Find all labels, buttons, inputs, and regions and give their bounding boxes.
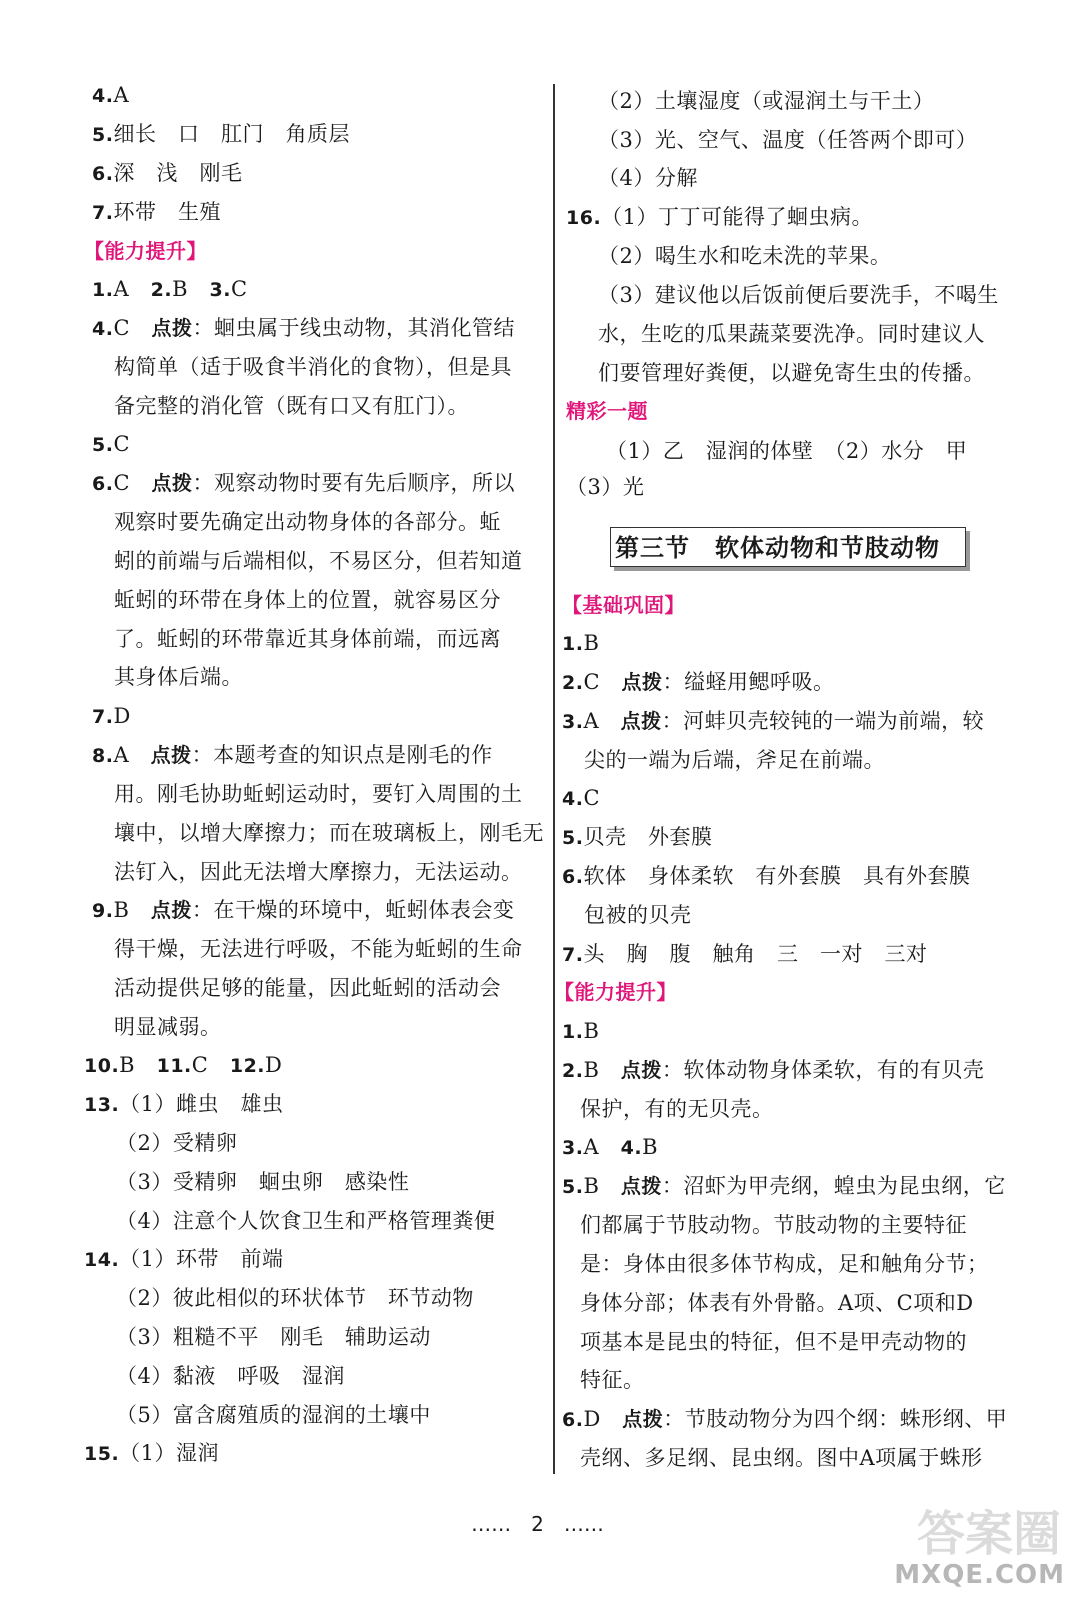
- answer-text: A: [583, 1135, 621, 1159]
- answer-line: [84, 1440, 219, 1467]
- answer-line: [92, 897, 514, 924]
- answer-text: 尖的一端为后端，斧足在前端。: [584, 748, 885, 772]
- answer-text: 们都属于节肢动物。节肢动物的主要特征: [580, 1213, 967, 1237]
- hint-text: ：软体动物身体柔软，有的有贝壳: [661, 1058, 985, 1082]
- question-number: 3.: [562, 1137, 584, 1159]
- question-number: 7.: [562, 944, 584, 966]
- answer-text: （1）丁丁可能得了蛔虫病。: [601, 205, 874, 229]
- hint-text: ：本题考查的知识点是刚毛的作: [191, 743, 493, 767]
- answer-line: [606, 438, 967, 464]
- answer-text: （3）粗糙不平 刚毛 辅助运动: [116, 1325, 431, 1349]
- answer-text: B: [113, 898, 151, 922]
- answer-text: C: [583, 670, 622, 694]
- answer-line: [114, 975, 501, 1001]
- hint-keyword: 点拨: [620, 709, 662, 733]
- question-number: 12.: [229, 1055, 266, 1077]
- section-label: [566, 398, 648, 424]
- question-number: 7.: [92, 706, 114, 728]
- question-number: 6.: [562, 1409, 584, 1431]
- section-label: [84, 238, 207, 264]
- answer-line: [92, 276, 248, 303]
- answer-text: B: [583, 631, 600, 655]
- answer-text: （2）土壤湿度（或湿润土与干土）: [598, 89, 935, 113]
- answer-text: （5）富含腐殖质的湿润的土壤中: [116, 1403, 431, 1427]
- hint-keyword: 点拨: [620, 1174, 662, 1198]
- question-number: 5.: [92, 434, 114, 456]
- answer-text: （2）喝生水和吃未洗的苹果。: [598, 244, 892, 268]
- question-number: 2.: [562, 672, 584, 694]
- answer-line: [92, 315, 515, 342]
- answer-line: [92, 703, 131, 730]
- question-number: 13.: [84, 1094, 120, 1116]
- question-number: 10.: [84, 1055, 120, 1077]
- hint-keyword: 点拨: [620, 1058, 662, 1082]
- answer-text: C: [113, 471, 152, 495]
- answer-text: A: [113, 743, 151, 767]
- hint-text: ：观察动物时要有先后顺序，所以: [192, 471, 516, 495]
- section-label: [562, 592, 685, 618]
- answer-text: （3）光: [566, 475, 645, 499]
- answer-line: [562, 785, 600, 812]
- answer-text: 用。刚毛协助蚯蚓运动时，要钉入周围的土: [114, 782, 523, 806]
- question-number: 7.: [92, 202, 114, 224]
- answer-line: [92, 121, 350, 148]
- answer-text: 软体 身体柔软 有外套膜 具有外套膜: [583, 864, 971, 888]
- answer-text: 细长 口 肛门 角质层: [113, 122, 350, 146]
- hint-keyword: 点拨: [622, 1407, 664, 1431]
- answer-line: [584, 902, 692, 928]
- answer-text: C: [583, 786, 601, 810]
- answer-line: [116, 1402, 431, 1428]
- question-number: 4.: [92, 85, 114, 107]
- question-number: 3.: [209, 279, 231, 301]
- question-number: 4.: [562, 788, 584, 810]
- answer-text: （3）光、空气、温度（任答两个即可）: [598, 128, 978, 152]
- answer-text: B: [642, 1135, 659, 1159]
- answer-line: [114, 626, 501, 652]
- hint-text: ：蛔虫属于线虫动物，其消化管结: [192, 316, 516, 340]
- answer-line: [562, 941, 927, 968]
- answer-line: [580, 1212, 967, 1238]
- answer-text: D: [113, 704, 131, 728]
- hint-keyword: 点拨: [150, 743, 192, 767]
- answer-line: [598, 127, 977, 153]
- answer-line: [114, 859, 523, 885]
- question-number: 3.: [562, 711, 584, 733]
- answer-line: [598, 165, 698, 191]
- question-number: 4.: [620, 1137, 643, 1159]
- question-number: 1.: [562, 633, 584, 655]
- answer-text: 深 浅 刚毛: [113, 161, 243, 185]
- answer-line: [580, 1367, 645, 1393]
- question-number: 2.: [562, 1060, 584, 1082]
- answer-line: [562, 1018, 599, 1045]
- answer-line: [562, 1406, 1007, 1433]
- answer-line: [580, 1290, 974, 1316]
- answer-text: （4）黏液 呼吸 湿润: [116, 1364, 345, 1388]
- answer-line: [584, 747, 885, 773]
- answer-text: 壤中，以增大摩擦力；而在玻璃板上，刚毛无: [114, 821, 544, 845]
- answer-text: 身体分部；体表有外骨骼。A项、C项和D: [580, 1291, 974, 1315]
- hint-keyword: 点拨: [151, 471, 193, 495]
- question-number: 2.: [150, 279, 173, 301]
- answer-text: （1）湿润: [119, 1441, 220, 1465]
- question-number: 15.: [84, 1443, 120, 1465]
- answer-text: 是：身体由很多体节构成，足和触角分节；: [580, 1252, 989, 1276]
- answer-line: [598, 88, 934, 114]
- answer-line: [598, 321, 985, 347]
- answer-line: [580, 1329, 967, 1355]
- answer-text: D: [265, 1053, 283, 1077]
- answer-line: [92, 199, 221, 226]
- answer-text: C: [191, 1053, 230, 1077]
- answer-text: A: [583, 709, 621, 733]
- section-heading: 第三节 软体动物和节肢动物: [610, 527, 966, 567]
- answer-line: [566, 204, 873, 231]
- section-label-text: 【基础巩固】: [562, 593, 685, 617]
- answer-text: B: [583, 1019, 600, 1043]
- section-label-text: 【能力提升】: [84, 239, 207, 263]
- answer-line: [562, 1057, 984, 1084]
- answer-text: 水，生吃的瓜果蔬菜要洗净。同时建议人: [598, 322, 985, 346]
- hint-text: ：河蚌贝壳较钝的一端为前端，较: [661, 709, 985, 733]
- answer-line: [580, 1096, 774, 1122]
- answer-line: [114, 393, 469, 419]
- answer-text: C: [230, 277, 248, 301]
- answer-text: 头 胸 腹 触角 三 一对 三对: [583, 942, 928, 966]
- hint-keyword: 点拨: [151, 316, 193, 340]
- answer-line: [92, 82, 129, 109]
- answer-text: 活动提供足够的能量，因此蚯蚓的活动会: [114, 976, 501, 1000]
- answer-line: [580, 1251, 989, 1277]
- question-number: 5.: [562, 827, 584, 849]
- question-number: 5.: [92, 124, 114, 146]
- hint-text: ：缢蛏用鳃呼吸。: [662, 670, 835, 694]
- hint-text: ：在干燥的环境中，蚯蚓体表会变: [191, 898, 515, 922]
- answer-text: （3）受精卵 蛔虫卵 感染性: [116, 1170, 410, 1194]
- answer-line: [598, 282, 999, 308]
- answer-text: B: [583, 1174, 621, 1198]
- answer-line: [580, 1445, 983, 1471]
- answer-line: [598, 243, 891, 269]
- answer-text: 了。蚯蚓的环带靠近其身体前端，而远离: [114, 627, 501, 651]
- answer-line: [562, 708, 984, 735]
- answer-line: [562, 1134, 658, 1161]
- answer-text: 观察时要先确定出动物身体的各部分。蚯: [114, 510, 501, 534]
- answer-text: B: [583, 1058, 621, 1082]
- answer-text: 保护，有的无贝壳。: [580, 1097, 774, 1121]
- answer-text: （1）乙 湿润的体壁 （2）水分 甲: [606, 439, 968, 463]
- answer-text: 蚓的前端与后端相似，不易区分，但若知道: [114, 549, 523, 573]
- answer-text: B: [119, 1053, 157, 1077]
- question-number: 6.: [92, 473, 114, 495]
- question-number: 1.: [562, 1021, 584, 1043]
- answer-line: [114, 820, 544, 846]
- answer-text: D: [583, 1407, 623, 1431]
- answer-line: [562, 669, 835, 696]
- answer-line: [116, 1130, 237, 1156]
- answer-line: [116, 1169, 409, 1195]
- question-number: 6.: [92, 163, 114, 185]
- answer-line: [114, 587, 501, 613]
- answer-line: [92, 742, 493, 769]
- answer-text: A: [113, 83, 130, 107]
- watermark-text: MXQE.COM: [894, 1560, 1065, 1590]
- page-number: …… 2 ……: [471, 1512, 604, 1536]
- answer-line: [92, 431, 130, 458]
- answer-text: A: [113, 277, 151, 301]
- hint-text: ：沼虾为甲壳纲，蝗虫为昆虫纲，它: [661, 1174, 1006, 1198]
- question-number: 16.: [566, 207, 602, 229]
- hint-keyword: 点拨: [621, 670, 663, 694]
- question-number: 1.: [92, 279, 114, 301]
- section-label-text: 【能力提升】: [554, 980, 677, 1004]
- answer-text: （3）建议他以后饭前便后要洗手，不喝生: [598, 283, 999, 307]
- question-number: 11.: [156, 1055, 192, 1077]
- answer-text: 壳纲、多足纲、昆虫纲。图中A项属于蛛形: [580, 1446, 983, 1470]
- answer-line: [562, 863, 970, 890]
- question-number: 6.: [562, 866, 584, 888]
- answer-text: （2）彼此相似的环状体节 环节动物: [116, 1286, 474, 1310]
- answer-text: 贝壳 外套膜: [583, 825, 713, 849]
- answer-line: [114, 354, 512, 380]
- answer-line: [562, 1173, 1006, 1200]
- column-divider: [553, 84, 555, 1474]
- answer-text: （2）受精卵: [116, 1131, 238, 1155]
- answer-line: [84, 1091, 284, 1118]
- section-label-text: 精彩一题: [566, 399, 648, 423]
- answer-line: [562, 824, 712, 851]
- answer-text: C: [113, 432, 131, 456]
- answer-line: [116, 1363, 345, 1389]
- answer-text: 们要管理好粪便，以避免寄生虫的传播。: [598, 361, 985, 385]
- answer-text: （4）注意个人饮食卫生和严格管理粪便: [116, 1209, 496, 1233]
- question-number: 8.: [92, 745, 114, 767]
- svg-text:答案圈: 答案圈: [917, 1506, 1062, 1562]
- answer-text: （1）雌虫 雄虫: [119, 1092, 284, 1116]
- question-number: 5.: [562, 1176, 584, 1198]
- answer-text: 法钉入，因此无法增大摩擦力，无法运动。: [114, 860, 523, 884]
- answer-line: [114, 781, 523, 807]
- answer-line: [114, 1014, 222, 1040]
- answer-text: 蚯蚓的环带在身体上的位置，就容易区分: [114, 588, 501, 612]
- answer-text: 项基本是昆虫的特征，但不是甲壳动物的: [580, 1330, 967, 1354]
- answer-line: [114, 664, 243, 690]
- question-number: 14.: [84, 1249, 120, 1271]
- answer-line: [116, 1208, 495, 1234]
- answer-text: B: [172, 277, 210, 301]
- answer-text: 包被的贝壳: [584, 903, 692, 927]
- answer-text: 特征。: [580, 1368, 645, 1392]
- answer-line: [92, 470, 515, 497]
- answer-line: [92, 160, 242, 187]
- question-number: 9.: [92, 900, 114, 922]
- answer-text: 环带 生殖: [113, 200, 221, 224]
- answer-line: [598, 360, 985, 386]
- section-label: [554, 979, 677, 1005]
- answer-text: 构简单（适于吸食半消化的食物），但是具: [114, 355, 512, 379]
- answer-text: 得干燥，无法进行呼吸，不能为蚯蚓的生命: [114, 937, 523, 961]
- answer-line: [116, 1324, 431, 1350]
- answer-line: [114, 509, 501, 535]
- question-number: 4.: [92, 318, 114, 340]
- answer-line: [114, 936, 523, 962]
- answer-line: [114, 548, 523, 574]
- answer-text: 明显减弱。: [114, 1015, 222, 1039]
- answer-line: [84, 1052, 282, 1079]
- answer-text: C: [113, 316, 152, 340]
- answer-line: [116, 1285, 474, 1311]
- hint-keyword: 点拨: [150, 898, 192, 922]
- answer-text: （1）环带 前端: [119, 1247, 284, 1271]
- answer-line: [562, 630, 599, 657]
- answer-line: [84, 1246, 284, 1273]
- answer-text: 其身体后端。: [114, 665, 243, 689]
- answer-text: 备完整的消化管（既有口又有肛门）。: [114, 394, 469, 418]
- hint-text: ：节肢动物分为四个纲：蛛形纲、甲: [663, 1407, 1008, 1431]
- answer-line: [566, 474, 644, 500]
- answer-text: （4）分解: [598, 166, 698, 190]
